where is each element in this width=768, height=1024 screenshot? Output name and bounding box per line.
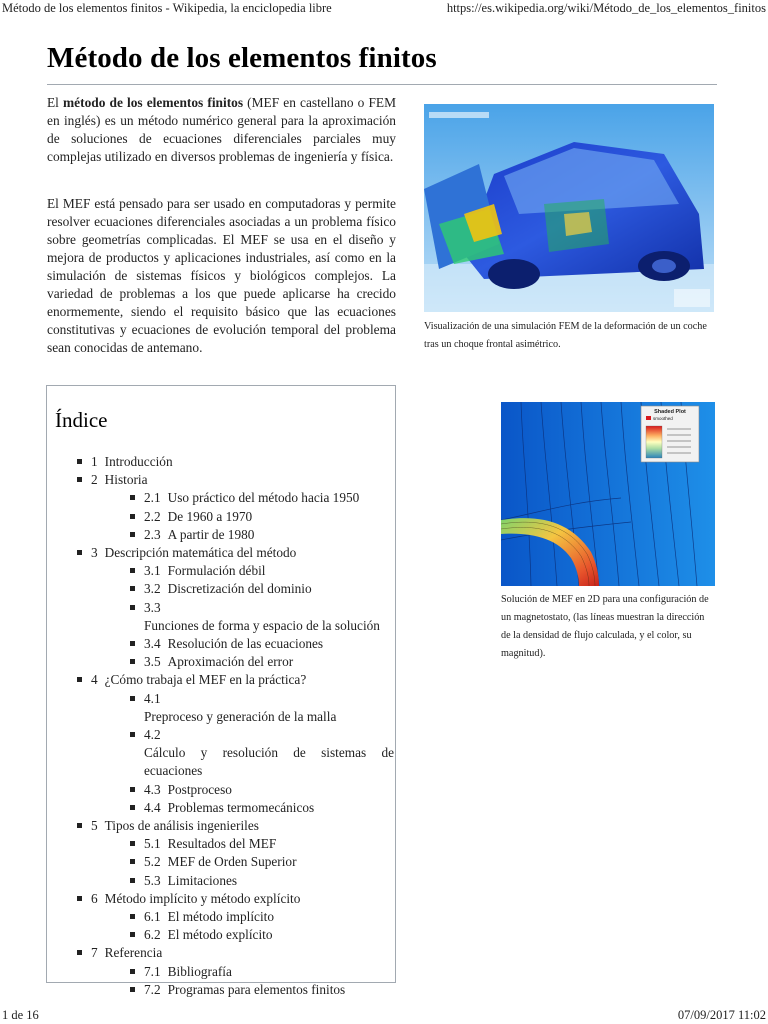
- toc-item-number: 2.3: [144, 526, 161, 542]
- toc-item-4-3[interactable]: [77, 781, 395, 799]
- intro-paragraph-2: El MEF está pensado para ser usado en computadoras y permite resolver ecuaciones diferenciales asociadas a un problema físico sobre geometrías complicadas. El MEF se usa en el diseño y mejora de productos y aplicaciones industriales, así como en la simulación de sistemas físicos y biológicos complejos. La variedad de problemas a los que puede aplicarse ha crecido enormemente, siendo el requisito básico que las ecuaciones constitutivas y ecuaciones de evolución temporal del problema sean conocidas de antemano.: [47, 196, 396, 355]
- toc-item-label[interactable]: Resultados del MEF: [167, 836, 277, 852]
- toc-item-label[interactable]: Discretización del dominio: [167, 581, 312, 597]
- toc-item-label[interactable]: El método implícito: [167, 909, 274, 925]
- toc-item-3-5[interactable]: [77, 653, 395, 671]
- toc-item-2-2[interactable]: [77, 508, 395, 526]
- toc-item-label[interactable]: De 1960 a 1970: [167, 508, 253, 524]
- toc-item-4-1[interactable]: [77, 690, 395, 726]
- toc-item-number: 6: [91, 890, 98, 906]
- print-footer-page: 1 de 16: [2, 1008, 39, 1022]
- toc-item-6[interactable]: [77, 890, 395, 908]
- toc-item-5-2[interactable]: [77, 853, 395, 871]
- toc-item-number: 2.2: [144, 508, 161, 524]
- bullet-icon: [77, 477, 82, 482]
- toc-item-5-3[interactable]: [77, 872, 395, 890]
- figure-caption: Solución de MEF en 2D para una configuración de un magnetostato, (las líneas muestran la dirección de la densidad de flujo calculada, y el color, su magnitud).: [501, 594, 709, 659]
- bullet-icon: [130, 532, 135, 537]
- toc-item-label[interactable]: Resolución de las ecuaciones: [167, 636, 324, 652]
- bullet-icon: [77, 823, 82, 828]
- toc-item-number: 3.5: [144, 654, 161, 670]
- toc-item-label[interactable]: Problemas termomecánicos: [167, 799, 315, 815]
- bullet-icon: [77, 677, 82, 682]
- toc-item-label[interactable]: Funciones de forma y espacio de la solución: [144, 617, 380, 633]
- toc-item-6-1[interactable]: [77, 908, 395, 926]
- bullet-icon: [130, 841, 135, 846]
- bullet-icon: [130, 495, 135, 500]
- toc-item-label[interactable]: Aproximación del error: [167, 654, 294, 670]
- bullet-icon: [130, 932, 135, 937]
- bullet-icon: [130, 568, 135, 573]
- toc-item-number: 1: [91, 454, 98, 469]
- toc-item-number: 5.3: [144, 872, 161, 888]
- bullet-icon: [130, 787, 135, 792]
- bullet-icon: [130, 641, 135, 646]
- toc-item-label[interactable]: Formulación débil: [167, 563, 266, 579]
- figure-magnetostatic: [501, 402, 715, 663]
- toc-item-5-1[interactable]: [77, 835, 395, 853]
- toc-item-5[interactable]: [77, 817, 395, 835]
- toc-item-label[interactable]: ¿Cómo trabaja el MEF en la práctica?: [104, 672, 307, 688]
- bullet-icon: [130, 969, 135, 974]
- toc-item-label[interactable]: Método implícito y método explícito: [104, 890, 301, 906]
- toc-item-number: 3.2: [144, 581, 161, 597]
- print-header-url[interactable]: https://es.wikipedia.org/wiki/Método_de_los_elementos_finitos: [446, 1, 766, 15]
- toc-item-3-4[interactable]: [77, 635, 395, 653]
- toc-item-4-4[interactable]: [77, 799, 395, 817]
- toc-item-label[interactable]: Referencia: [104, 945, 163, 961]
- toc-item-number: 3.3: [144, 599, 161, 615]
- magnetostatic-plot-image[interactable]: [501, 402, 715, 586]
- bullet-icon: [77, 550, 82, 555]
- toc-item-label[interactable]: Preproceso y generación de la malla: [144, 708, 337, 724]
- toc-item-3[interactable]: [77, 544, 395, 562]
- toc-item-1[interactable]: [77, 453, 395, 471]
- toc-item-number: 3.1: [144, 563, 161, 579]
- bullet-icon: [130, 987, 135, 992]
- print-header-title: Método de los elementos finitos - Wikipedia, la enciclopedia libre: [2, 1, 332, 15]
- toc-item-7-1[interactable]: [77, 963, 395, 981]
- toc-item-number: 7.2: [144, 981, 161, 997]
- bullet-icon: [130, 914, 135, 919]
- toc-item-4[interactable]: [77, 671, 395, 689]
- toc-item-label[interactable]: Introducción: [104, 454, 173, 469]
- title-divider: [47, 84, 717, 85]
- toc-item-number: 4: [91, 672, 98, 688]
- table-of-contents: [46, 385, 396, 997]
- term-bold: método de los elementos finitos: [63, 95, 244, 110]
- toc-item-3-3[interactable]: [77, 599, 395, 635]
- print-footer-datetime: 07/09/2017 11:02: [677, 1008, 766, 1022]
- toc-item-label[interactable]: A partir de 1980: [167, 526, 255, 542]
- toc-item-6-2[interactable]: [77, 926, 395, 944]
- toc-item-number: 2.1: [144, 490, 161, 506]
- bullet-icon: [130, 805, 135, 810]
- toc-item-number: 4.1: [144, 690, 161, 706]
- toc-item-2-1[interactable]: [77, 489, 395, 507]
- legend-subtitle: smoothed: [653, 416, 673, 421]
- toc-item-label[interactable]: Tipos de análisis ingenieriles: [104, 818, 259, 834]
- bullet-icon: [77, 896, 82, 901]
- toc-item-2[interactable]: [77, 471, 395, 489]
- car-crash-image[interactable]: [424, 104, 714, 312]
- bullet-icon: [130, 514, 135, 519]
- toc-item-number: 7: [91, 945, 98, 961]
- page-title: Método de los elementos finitos: [47, 42, 437, 74]
- toc-item-number: 4.4: [144, 799, 161, 815]
- toc-item-label[interactable]: Programas para elementos finitos: [167, 981, 346, 997]
- toc-item-label[interactable]: Limitaciones: [167, 872, 238, 888]
- toc-item-label[interactable]: El método explícito: [167, 927, 273, 943]
- toc-item-number: 6.2: [144, 927, 161, 943]
- toc-item-7-2[interactable]: [77, 981, 395, 999]
- toc-item-label[interactable]: Uso práctico del método hacia 1950: [167, 490, 360, 506]
- toc-item-number: 4.2: [144, 727, 161, 743]
- toc-item-label[interactable]: Postproceso: [167, 781, 232, 797]
- bullet-icon: [130, 732, 135, 737]
- intro-paragraph-1: El método de los elementos finitos (MEF en castellano o FEM en inglés) es un método numérico general para la aproximación de soluciones de ecuaciones diferenciales parciales muy complejas utilizado en diversos problemas de ingeniería y física.: [47, 95, 396, 164]
- toc-item-number: 5: [91, 818, 98, 834]
- bullet-icon: [77, 950, 82, 955]
- bullet-icon: [130, 696, 135, 701]
- toc-item-label[interactable]: Bibliografía: [167, 963, 232, 979]
- legend-title: Shaded Plot: [654, 409, 686, 415]
- toc-item-number: 6.1: [144, 909, 161, 925]
- toc-item-number: 3: [91, 545, 98, 561]
- bullet-icon: [130, 859, 135, 864]
- toc-item-number: 3.4: [144, 636, 161, 652]
- bullet-icon: [130, 605, 135, 610]
- toc-item-2-3[interactable]: [77, 526, 395, 544]
- figure-car-simulation: [424, 104, 714, 354]
- toc-item-3-1[interactable]: [77, 562, 395, 580]
- toc-item-4-2[interactable]: [77, 726, 395, 781]
- toc-item-label[interactable]: MEF de Orden Superior: [167, 854, 297, 870]
- toc-item-number: 4.3: [144, 781, 161, 797]
- toc-item-number: 7.1: [144, 963, 161, 979]
- toc-item-number: 2: [91, 472, 98, 488]
- figure-caption: Visualización de una simulación FEM de la deformación de un coche tras un choque frontal asimétrico.: [424, 321, 707, 350]
- bullet-icon: [77, 459, 82, 464]
- bullet-icon: [130, 878, 135, 883]
- toc-item-label[interactable]: Historia: [104, 472, 148, 488]
- toc-list: [77, 453, 395, 999]
- toc-item-label[interactable]: Cálculo y resolución de sistemas de ecuaciones: [144, 745, 394, 779]
- toc-item-label[interactable]: Descripción matemática del método: [104, 545, 297, 561]
- bullet-icon: [130, 659, 135, 664]
- toc-item-number: 5.2: [144, 854, 161, 870]
- toc-item-3-2[interactable]: [77, 580, 395, 598]
- toc-title: Índice: [55, 408, 108, 432]
- bullet-icon: [130, 586, 135, 591]
- toc-item-7[interactable]: [77, 944, 395, 962]
- toc-item-number: 5.1: [144, 836, 161, 852]
